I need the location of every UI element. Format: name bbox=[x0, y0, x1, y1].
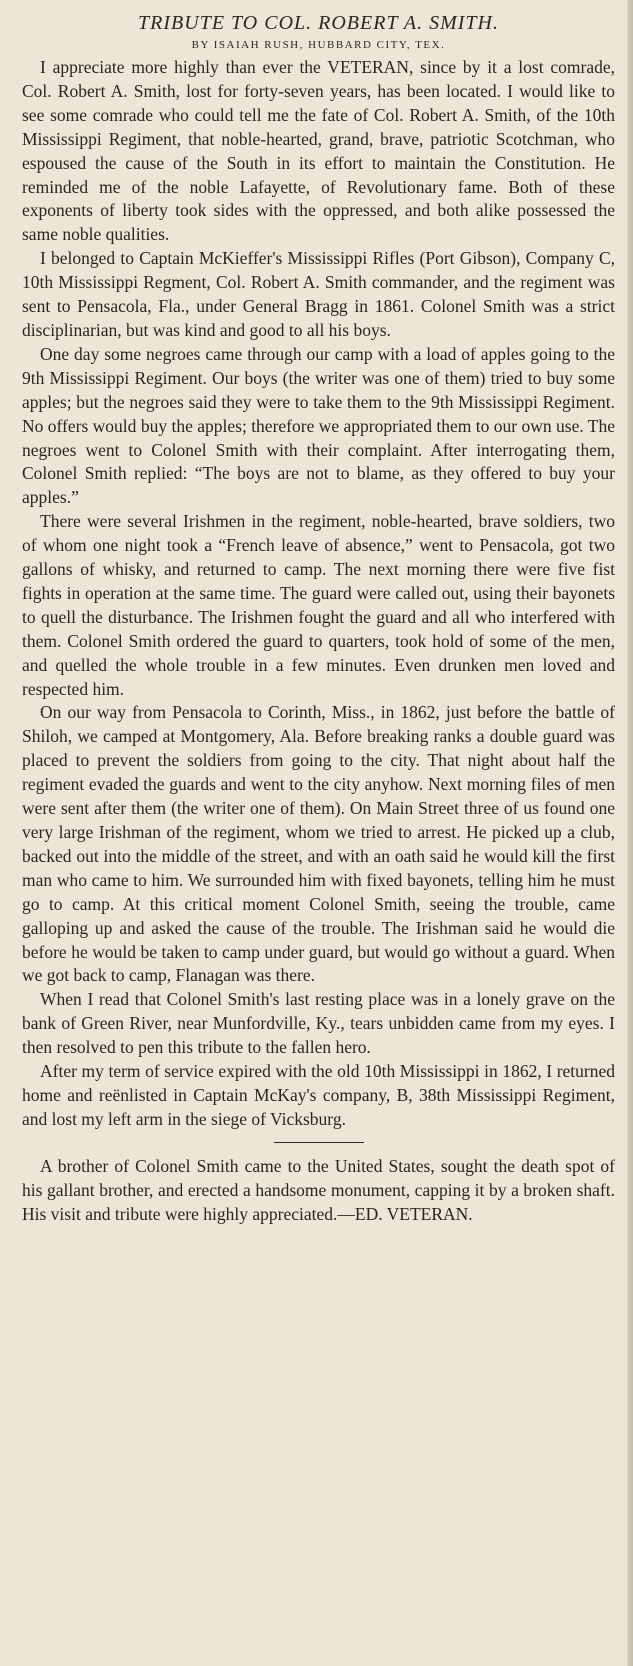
editor-note-text: A brother of Colonel Smith came to the United States, sought the death spot of his gallant brother, and erected a handsome monument, capping it by a broken shaft. His visit and tribute were highly appreciated.—ED. VETERAN. bbox=[22, 1155, 615, 1224]
article-byline: BY ISAIAH RUSH, HUBBARD CITY, TEX. bbox=[191, 39, 446, 51]
section-divider bbox=[274, 1142, 364, 1143]
paragraph-7: After my term of service expired with the old 10th Mississippi in 1862, I returned home and reënlisted in Captain McKay's company, B, 38th Mississippi Regiment, and lost my left arm in the siege of Vicksburg. bbox=[22, 1061, 615, 1129]
editor-note bbox=[22, 1155, 615, 1227]
paragraph-6: When I read that Colonel Smith's last resting place was in a lonely grave on the bank of Green River, near Munfordville, Ky., tears unbidden came from my eyes. I then resolved to pen this tribute to the fallen hero. bbox=[22, 989, 615, 1058]
paragraph-1: I appreciate more highly than ever the VETERAN, since by it a lost comrade, Col. Robert A. Smith, lost for forty-seven years, has been located. I would like to see some comrade who could tell me the fate of Col. Robert A. Smith, of the 10th Mississippi Regiment, that noble-hearted, grand, brave, patriotic Scotchman, who espoused the cause of the South in its effort to maintain the Constitution. He reminded me of the noble Lafayette, of Revolutionary fame. Both of these exponents of liberty took sides with the oppressed, and both alike possessed the same noble qualities. bbox=[22, 57, 615, 245]
paragraph-4: There were several Irishmen in the regiment, noble-hearted, brave soldiers, two of whom one night took a “French leave of absence,” went to Pensacola, got two gallons of whisky, and returned to camp. The next morning there were five fist fights in operation at the same time. The guard were called out, using their bayonets to quell the disturbance. The Irishmen fought the guard and all who interfered with them. Colonel Smith ordered the guard to quarters, took hold of some of the men, and quelled the whole trouble in a few minutes. Even drunken men loved and respected him. bbox=[22, 511, 615, 699]
paragraph-2: I belonged to Captain McKieffer's Mississippi Rifles (Port Gibson), Company C, 10th Mississippi Regment, Col. Robert A. Smith commander, and the regiment was sent to Pensacola, Fla., under General Bragg in 1861. Colonel Smith was a strict disciplinarian, but was kind and good to all his boys. bbox=[22, 248, 615, 340]
paragraph-5: On our way from Pensacola to Corinth, Miss., in 1862, just before the battle of Shiloh, we camped at Montgomery, Ala. Before breaking ranks a double guard was placed to prevent the soldiers from going to the city. That night about half the regiment evaded the guards and went to the city anyhow. Next morning files of men were sent after them (the writer one of them). On Main Street three of us found one very large Irishman of the regiment, whom we tried to arrest. He picked up a club, backed out into the middle of the street, and with an oath said he would kill the first man who came to him. We surrounded him with fixed bayonets, telling him he must go to camp. At this critical moment Colonel Smith, seeing the trouble, came galloping up and asked the cause of the trouble. The Irishman said he would die before he would be taken to camp under guard, but would go without a guard. When we got back to camp, Flanagan was there. bbox=[22, 702, 615, 986]
article-title: TRIBUTE TO COL. ROBERT A. SMITH. bbox=[138, 12, 499, 34]
article-body bbox=[22, 56, 615, 1132]
page-edge-shadow bbox=[627, 0, 633, 1666]
paragraph-3: One day some negroes came through our camp with a load of apples going to the 9th Mississippi Regiment. Our boys (the writer was one of them) tried to buy some apples; but the negroes said they were to take them to the 9th Mississippi Regiment. No offers would buy the apples; therefore we appropriated them to our own use. The negroes went to Colonel Smith with their complaint. After interrogating them, Colonel Smith replied: “The boys are not to blame, as they offered to buy your apples.” bbox=[22, 343, 615, 508]
